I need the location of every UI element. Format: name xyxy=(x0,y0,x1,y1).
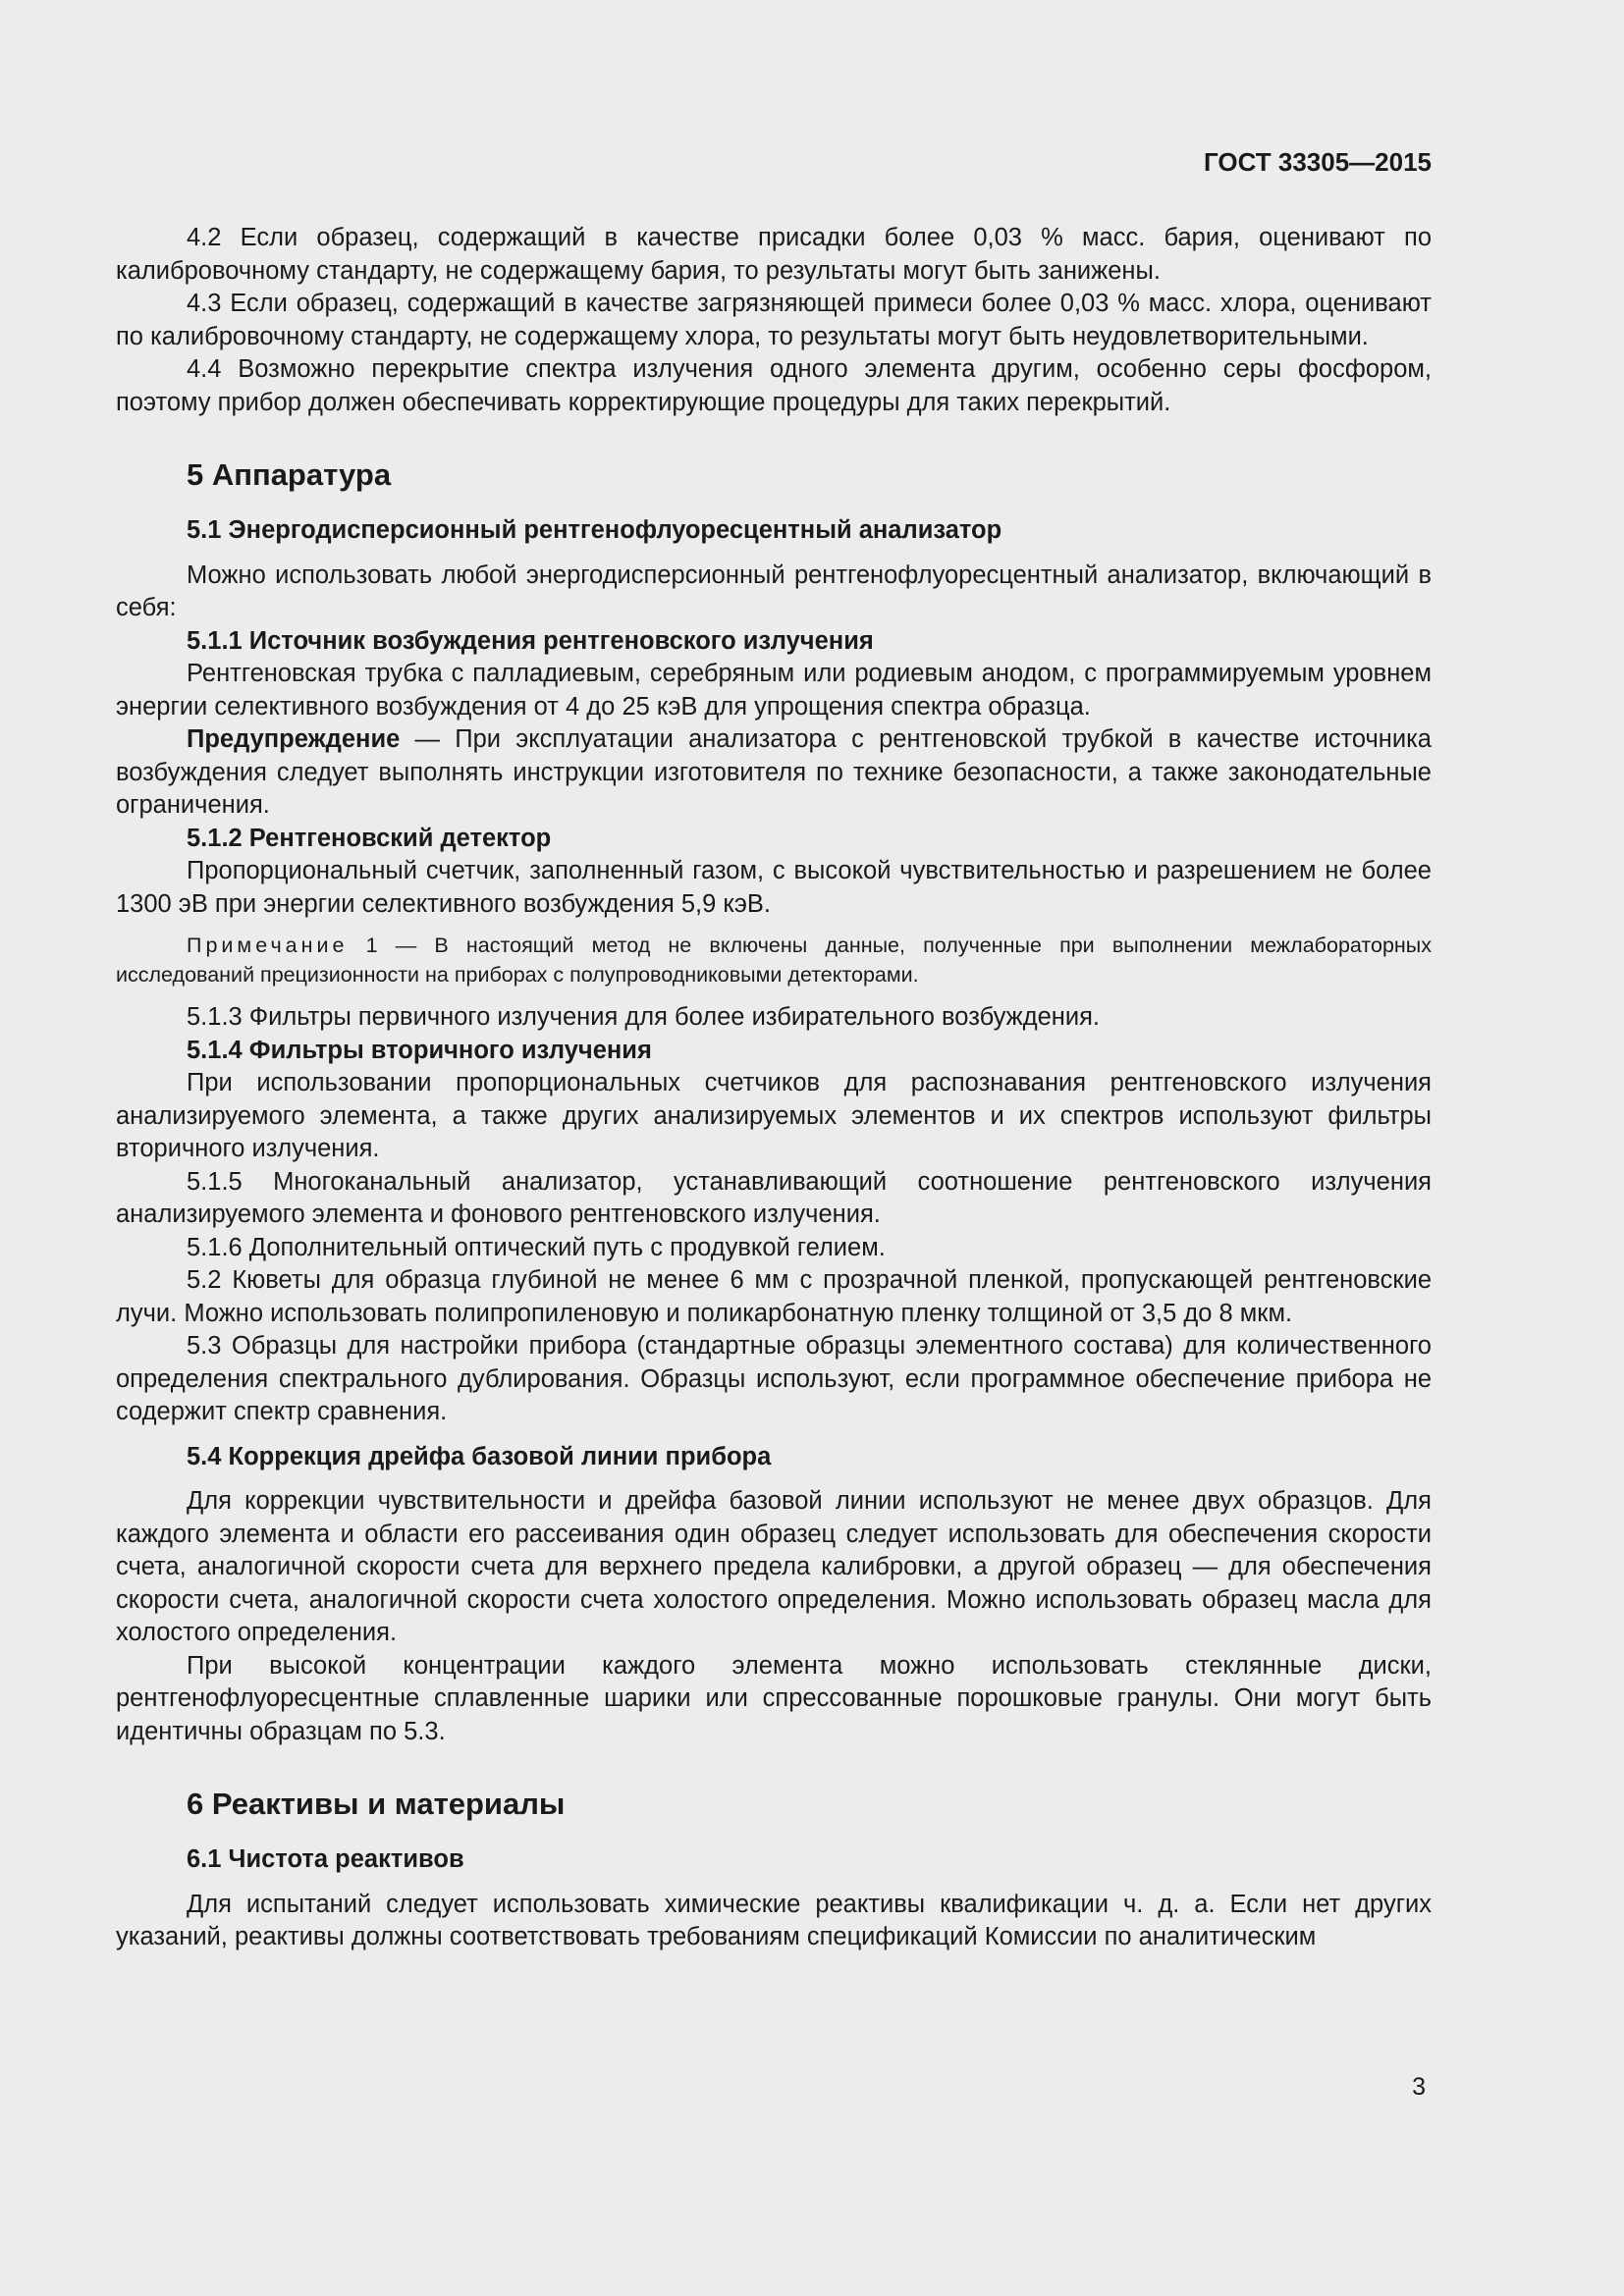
document-id-header: ГОСТ 33305—2015 xyxy=(1204,147,1432,177)
paragraph-5-1-4: При использовании пропорциональных счетчиков для распознавания рентгеновского излучения анализируемого элемента, а также других анализируемых элементов и их спектров используют фильтры вторичного излучения. xyxy=(116,1069,1432,1162)
paragraph-5-2: 5.2 Кюветы для образца глубиной не менее 6 мм с прозрачной пленкой, пропускающей рентгеновские лучи. Можно использовать полипропиленовую и поликарбонатную пленку толщиной от 3,5 до 8 мкм. xyxy=(116,1266,1432,1327)
page-number: 3 xyxy=(1412,2073,1426,2101)
paragraph-5-1-5: 5.1.5 Многоканальный анализатор, устанавливающий соотношение рентгеновского излучения анализируемого элемента и фонового рентгеновского излучения. xyxy=(116,1167,1432,1228)
paragraph-5-1-2: Пропорциональный счетчик, заполненный газом, с высокой чувствительностью и разрешением не более 1300 эВ при энергии селективного возбуждения 5,9 кэВ. xyxy=(116,857,1432,918)
paragraph-5-4-b: При высокой концентрации каждого элемента можно использовать стеклянные диски, рентгенофлуоресцентные сплавленные шарики или спрессованные порошковые гранулы. Они могут быть идентичны образцам по 5.3. xyxy=(116,1651,1432,1745)
paragraph-5-1: Можно использовать любой энергодисперсионный рентгенофлуоресцентный анализатор, включающий в себя: xyxy=(116,561,1432,621)
note-label: Примечание xyxy=(187,934,349,957)
paragraph-5-1-3: 5.1.3 Фильтры первичного излучения для более избирательного возбуждения. xyxy=(187,1003,1101,1031)
subsection-heading-5-1-2: 5.1.2 Рентгеновский детектор xyxy=(187,824,552,852)
paragraph-5-1-6: 5.1.6 Дополнительный оптический путь с продувкой гелием. xyxy=(187,1233,886,1261)
note-paragraph xyxy=(116,931,1432,989)
warning-paragraph xyxy=(116,723,1432,823)
warning-text: — При эксплуатации анализатора с рентгеновской трубкой в качестве источника возбуждения следует выполнять инструкции изготовителя по технике безопасности, а также законодательные ограничения. xyxy=(116,725,1432,819)
warning-label: Предупреждение xyxy=(187,725,401,753)
spacer xyxy=(116,1429,1432,1441)
paragraph-5-1-1: Рентгеновская трубка с палладиевым, серебряным или родиевым анодом, с программируемым уровнем энергии селективного возбуждения от 4 до 25 кэВ для упрощения спектра образца. xyxy=(116,660,1432,721)
subsection-heading-5-1-1: 5.1.1 Источник возбуждения рентгеновского излучения xyxy=(187,626,874,655)
note-text: 1 — В настоящий метод не включены данные, полученные при выполнении межлабораторных исследований прецизионности на приборах с полупроводниковыми детекторами. xyxy=(116,934,1432,987)
section-heading-5: 5 Аппаратура xyxy=(187,457,392,492)
subsection-heading-6-1: 6.1 Чистота реактивов xyxy=(187,1845,464,1873)
paragraph-4-2: 4.2 Если образец, содержащий в качестве присадки более 0,03 % масс. бария, оценивают по калибровочному стандарту, не содержащему бария, то результаты могут быть занижены. xyxy=(116,224,1432,285)
page-content xyxy=(116,222,1432,1954)
paragraph-6-1: Для испытаний следует использовать химические реактивы квалификации ч. д. а. Если нет других указаний, реактивы должны соответствовать требованиям спецификаций Комиссии по аналитическим xyxy=(116,1890,1432,1950)
paragraph-4-3: 4.3 Если образец, содержащий в качестве загрязняющей примеси более 0,03 % масс. хлора, оценивают по калибровочному стандарту, не содержащему хлора, то результаты могут быть неудовлетворительными. xyxy=(116,290,1432,350)
paragraph-5-4-a: Для коррекции чувствительности и дрейфа базовой линии используют не менее двух образцов. Для каждого элемента и области его рассеивания один образец следует использовать для обеспечения скорости счета, аналогичной скорости счета для верхнего предела калибровки, а другой образец — для обеспечения скорости счета, аналогичной скорости счета холостого определения. Можно использовать образец масла для холостого определения. xyxy=(116,1487,1432,1646)
subsection-heading-5-1: 5.1 Энергодисперсионный рентгенофлуоресцентный анализатор xyxy=(187,516,1002,544)
paragraph-5-3: 5.3 Образцы для настройки прибора (стандартные образцы элементного состава) для количественного определения спектрального дублирования. Образцы используют, если программное обеспечение прибора не содержит спектр сравнения. xyxy=(116,1332,1432,1425)
subsection-heading-5-1-4: 5.1.4 Фильтры вторичного излучения xyxy=(187,1036,652,1064)
subsection-heading-5-4: 5.4 Коррекция дрейфа базовой линии прибора xyxy=(187,1442,772,1470)
section-heading-6: 6 Реактивы и материалы xyxy=(187,1787,566,1821)
paragraph-4-4: 4.4 Возможно перекрытие спектра излучения одного элемента другим, особенно серы фосфором, поэтому прибор должен обеспечивать корректирующие процедуры для таких перекрытий. xyxy=(116,355,1432,416)
